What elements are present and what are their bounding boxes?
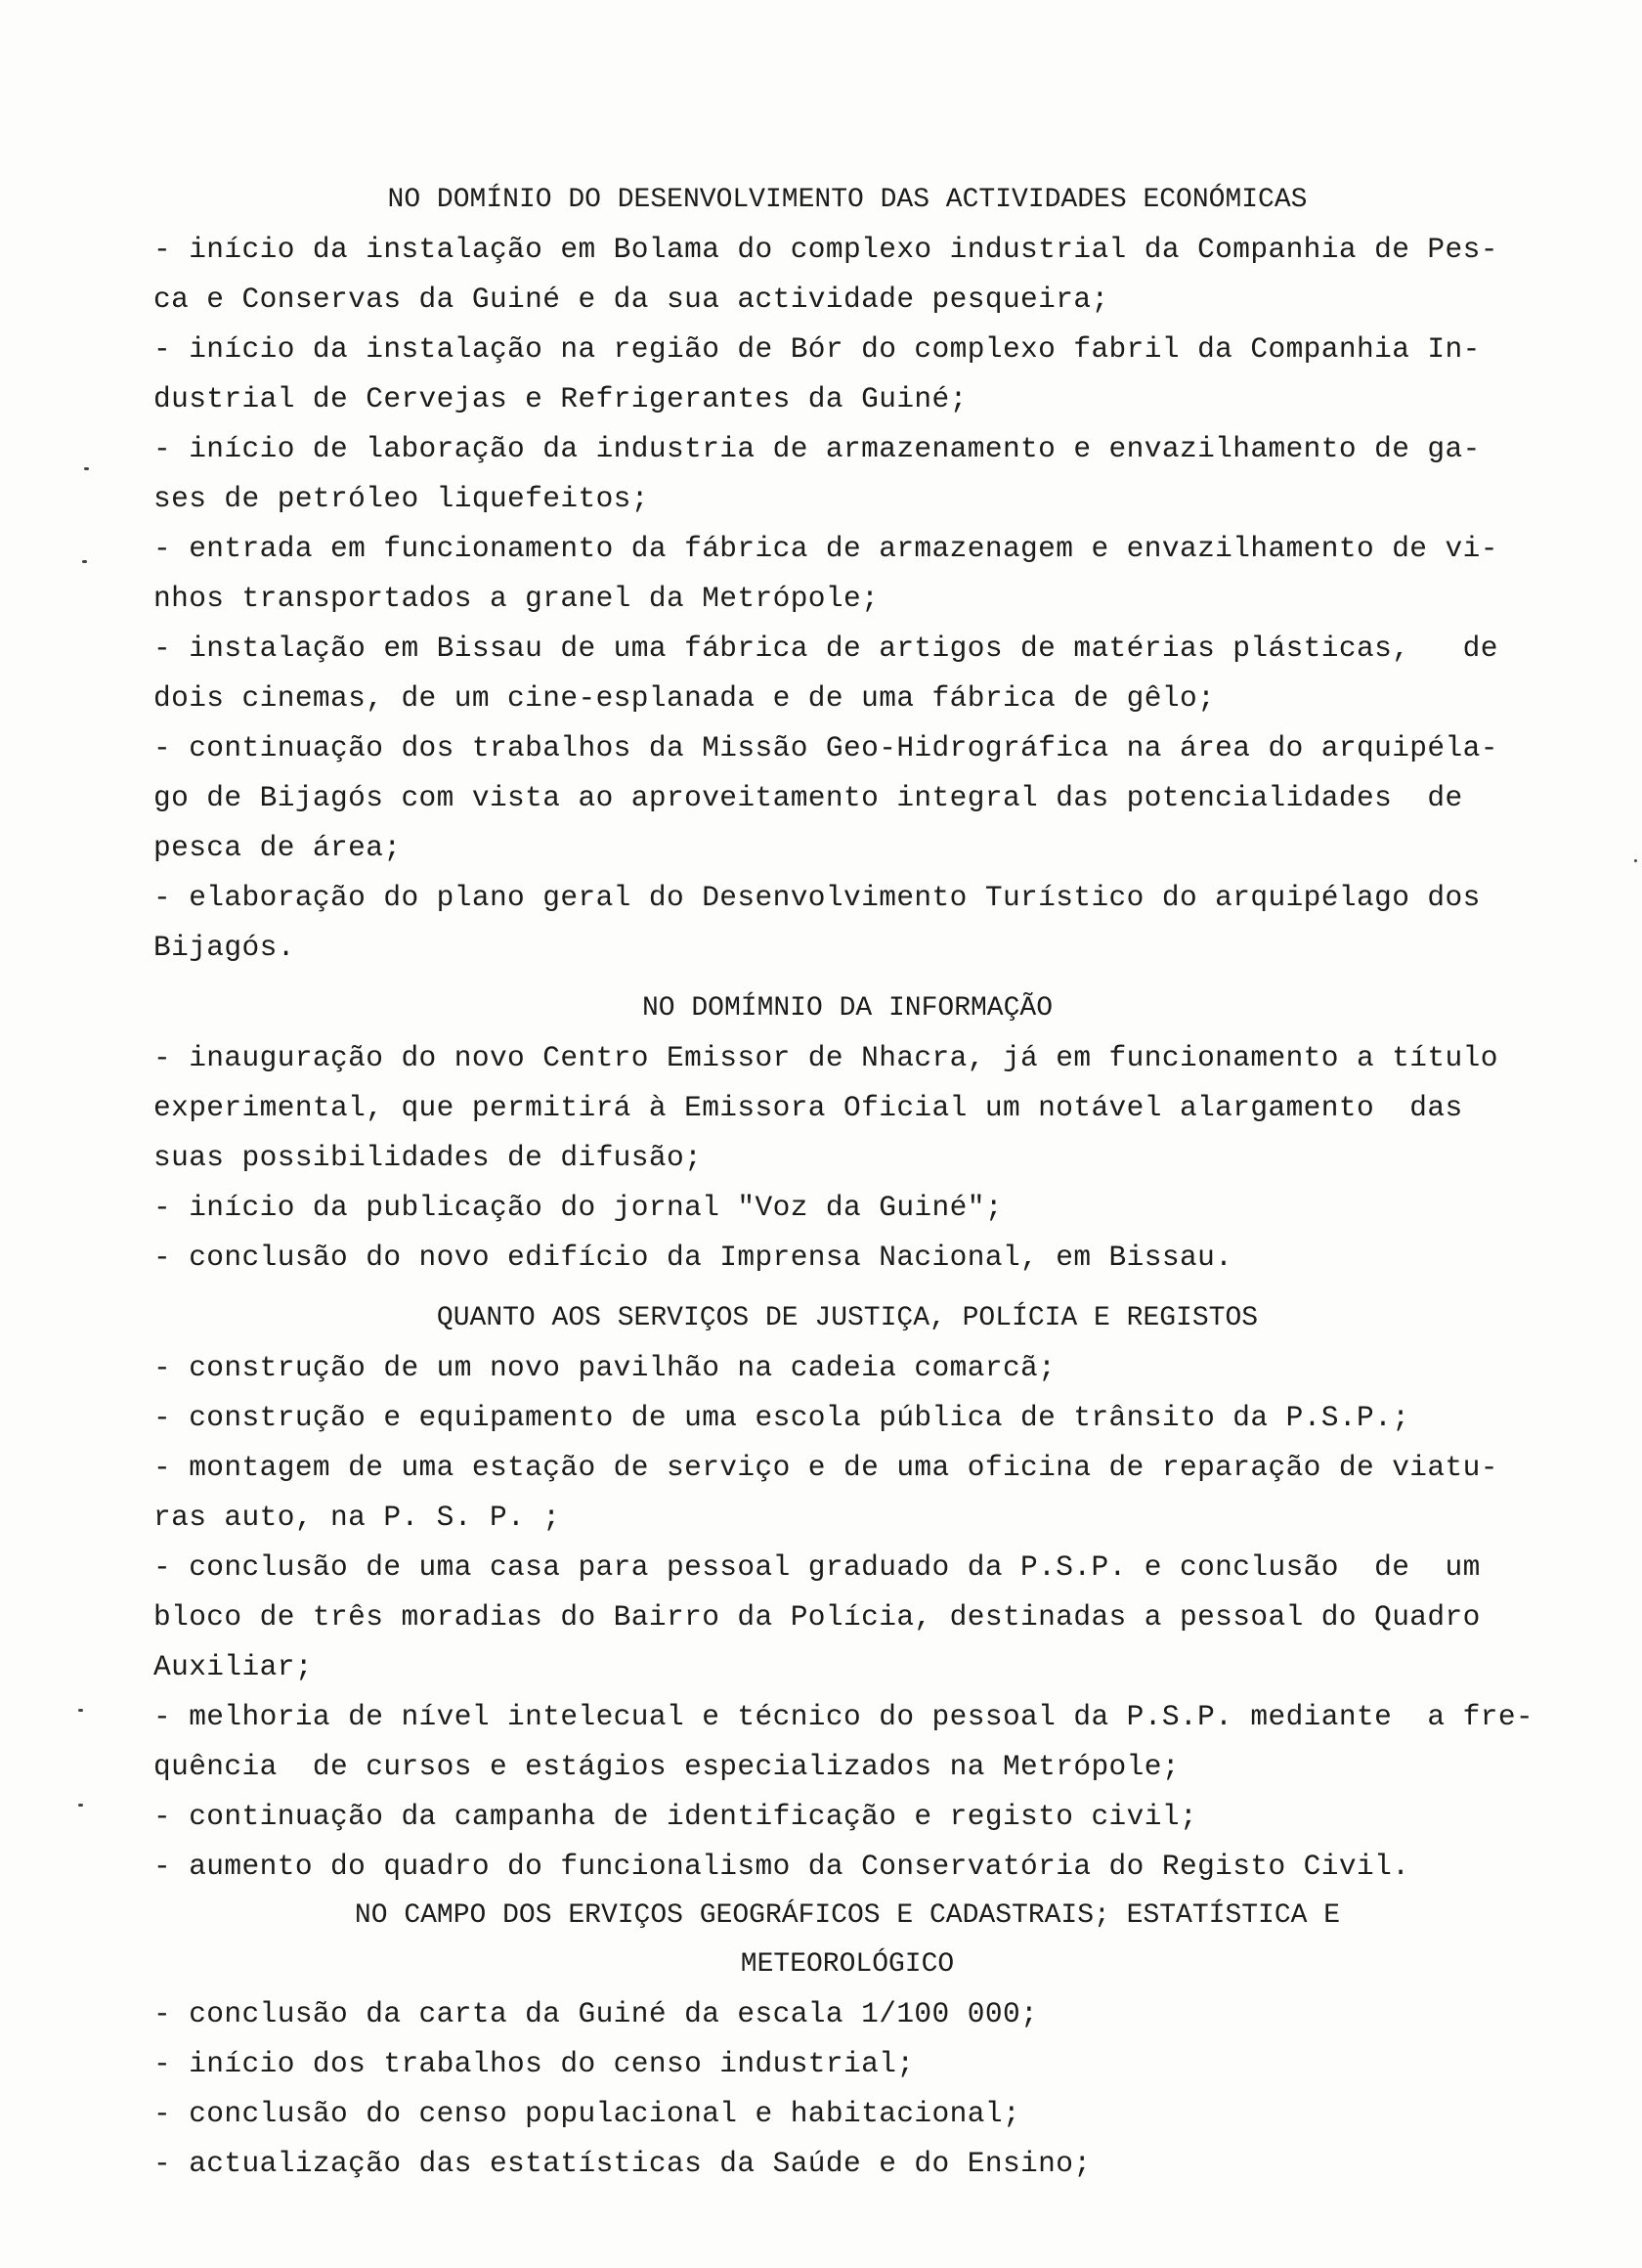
text-line: - conclusão de uma casa para pessoal graduado da P.S.P. e conclusão de um bbox=[153, 1550, 1481, 1584]
text-line: ras auto, na P. S. P. ; bbox=[153, 1501, 561, 1534]
text-line: - início de laboração da industria de armazenamento e envazilhamento de ga- bbox=[153, 432, 1481, 465]
scan-speck bbox=[84, 467, 89, 470]
section-heading: QUANTO AOS SERVIÇOS DE JUSTIÇA, POLÍCIA E REGISTOS bbox=[436, 1303, 1259, 1333]
text-line: - elaboração do plano geral do Desenvolvimento Turístico do arquipélago dos bbox=[153, 881, 1481, 914]
section-heading: NO CAMPO DOS ERVIÇOS GEOGRÁFICOS E CADASTRAIS; ESTATÍSTICA E METEOROLÓGICO bbox=[354, 1900, 1341, 1980]
text-line: experimental, que permitirá à Emissora Oficial um notável alargamento das bbox=[153, 1091, 1463, 1124]
text-line: dois cinemas, de um cine-esplanada e de uma fábrica de gêlo; bbox=[153, 681, 1216, 715]
text-line: - construção de um novo pavilhão na cadeia comarcã; bbox=[153, 1351, 1057, 1384]
text-line: suas possibilidades de difusão; bbox=[153, 1141, 703, 1174]
text-line: ca e Conservas da Guiné e da sua actividade pesqueira; bbox=[153, 283, 1109, 316]
text-line: - melhoria de nível intelecual e técnico do pessoal da P.S.P. mediante a fre- bbox=[153, 1700, 1534, 1733]
text-line: - inauguração do novo Centro Emissor de Nhacra, já em funcionamento a título bbox=[153, 1041, 1498, 1074]
text-line: - construção e equipamento de uma escola pública de trânsito da P.S.P.; bbox=[153, 1401, 1410, 1434]
section-justice-police-registries bbox=[153, 1294, 1541, 1892]
text-line: Bijagós. bbox=[153, 931, 295, 964]
text-line: nhos transportados a granel da Metrópole; bbox=[153, 582, 880, 615]
text-line: - montagem de uma estação de serviço e de uma oficina de reparação de viatu- bbox=[153, 1451, 1498, 1484]
text-line: - aumento do quadro do funcionalismo da Conservatória do Registo Civil. bbox=[153, 1850, 1410, 1883]
text-line: go de Bijagós com vista ao aproveitamento integral das potencialidades de bbox=[153, 781, 1463, 814]
text-line: bloco de três moradias do Bairro da Polícia, destinadas a pessoal do Quadro bbox=[153, 1600, 1481, 1634]
section-economic-activities bbox=[153, 176, 1541, 973]
document-body bbox=[153, 176, 1541, 2189]
text-line: - instalação em Bissau de uma fábrica de artigos de matérias plásticas, de bbox=[153, 632, 1498, 665]
text-line: - continuação da campanha de identificação e registo civil; bbox=[153, 1800, 1198, 1833]
section-information bbox=[153, 984, 1541, 1283]
text-line: - conclusão do novo edifício da Imprensa Nacional, em Bissau. bbox=[153, 1241, 1233, 1274]
text-line: - conclusão do censo populacional e habitacional; bbox=[153, 2097, 1021, 2130]
text-line: dustrial de Cervejas e Refrigerantes da Guiné; bbox=[153, 382, 968, 415]
section-heading: NO DOMÍNIO DO DESENVOLVIMENTO DAS ACTIVIDADES ECONÓMICAS bbox=[387, 185, 1308, 215]
section-geographic-statistics-meteorology bbox=[153, 1892, 1541, 2189]
scan-speck bbox=[82, 560, 87, 563]
text-line: - início dos trabalhos do censo industrial; bbox=[153, 2047, 915, 2080]
text-line: - entrada em funcionamento da fábrica de armazenagem e envazilhamento de vi- bbox=[153, 532, 1498, 565]
text-line: - actualização das estatísticas da Saúde e do Ensino; bbox=[153, 2147, 1092, 2180]
text-line: - início da instalação em Bolama do complexo industrial da Companhia de Pes- bbox=[153, 233, 1498, 266]
text-line: pesca de área; bbox=[153, 831, 402, 864]
section-heading: NO DOMÍMNIO DA INFORMAÇÃO bbox=[641, 993, 1054, 1024]
text-line: - continuação dos trabalhos da Missão Geo-Hidrográfica na área do arquipéla- bbox=[153, 731, 1498, 764]
text-line: ses de petróleo liquefeitos; bbox=[153, 482, 649, 515]
text-line: - início da publicação do jornal "Voz da Guiné"; bbox=[153, 1191, 1003, 1224]
scan-speck bbox=[78, 1709, 83, 1712]
text-line: Auxiliar; bbox=[153, 1650, 313, 1683]
text-line: - conclusão da carta da Guiné da escala 1/100 000; bbox=[153, 1997, 1039, 2030]
scan-speck bbox=[78, 1804, 83, 1807]
text-line: quência de cursos e estágios especializados na Metrópole; bbox=[153, 1750, 1180, 1783]
scan-speck bbox=[1634, 859, 1637, 862]
text-line: - início da instalação na região de Bór do complexo fabril da Companhia In- bbox=[153, 332, 1481, 366]
